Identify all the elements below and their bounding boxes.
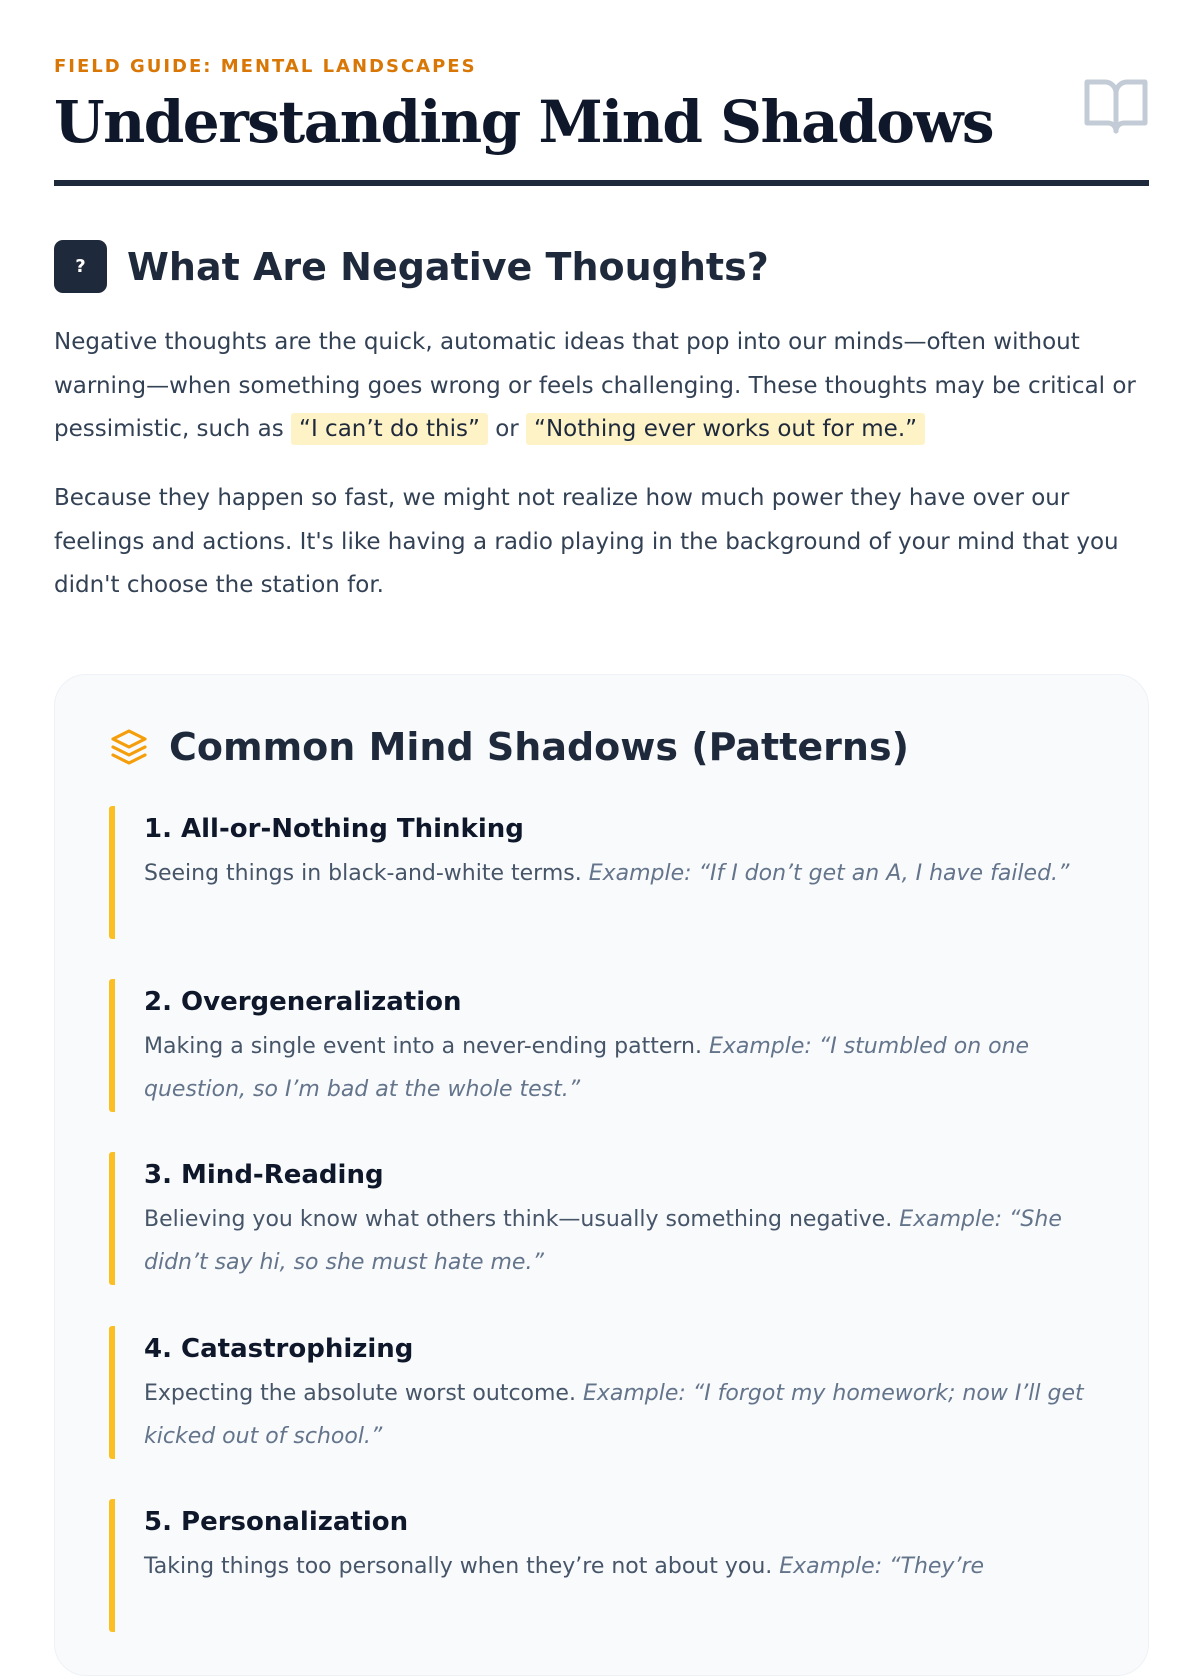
pattern-example: Example: “She didn’t say hi, so she must hate me.” bbox=[144, 1207, 1062, 1275]
pattern-description-text: Taking things too personally when they’re not about you. bbox=[144, 1554, 780, 1579]
pattern-description bbox=[144, 1025, 1099, 1111]
intro-heading: What Are Negative Thoughts? bbox=[127, 244, 769, 289]
patterns-heading: Common Mind Shadows (Patterns) bbox=[169, 725, 909, 769]
pattern-example: Example: “I forgot my homework; now I’ll get kicked out of school.” bbox=[144, 1381, 1084, 1449]
highlighted-quote: “I can’t do this” bbox=[291, 413, 488, 445]
header-divider bbox=[54, 180, 1149, 186]
pattern-item bbox=[109, 979, 1099, 1112]
eyebrow-label: FIELD GUIDE: MENTAL LANDSCAPES bbox=[54, 56, 477, 77]
patterns-card bbox=[54, 674, 1149, 1676]
pattern-example: Example: “They’re bbox=[779, 1554, 985, 1579]
intro-paragraph-2: Because they happen so fast, we might not realize how much power they have over our feelings and actions. It's like having a radio playing in the background of your mind that you didn't choose the station for. bbox=[54, 485, 1119, 598]
pattern-item bbox=[109, 806, 1099, 939]
pattern-description bbox=[144, 852, 1099, 895]
pattern-description-text: Believing you know what others think—usually something negative. bbox=[144, 1207, 900, 1232]
intro-paragraph-1 bbox=[54, 321, 1154, 452]
pattern-name: 3. Mind-Reading bbox=[144, 1160, 384, 1190]
pattern-item bbox=[109, 1326, 1099, 1459]
pattern-item bbox=[109, 1152, 1099, 1285]
connector-text: or bbox=[487, 416, 527, 442]
highlighted-quote: “Nothing ever works out for me.” bbox=[526, 413, 925, 445]
pattern-item bbox=[109, 1499, 1099, 1632]
pattern-name: 2. Overgeneralization bbox=[144, 987, 462, 1017]
question-badge: ? bbox=[54, 240, 107, 293]
pattern-description-text: Making a single event into a never-ending pattern. bbox=[144, 1034, 709, 1059]
pattern-example: Example: “If I don’t get an A, I have failed.” bbox=[588, 861, 1070, 886]
pattern-name: 5. Personalization bbox=[144, 1507, 409, 1537]
book-open-icon bbox=[1083, 76, 1149, 136]
patterns-header bbox=[109, 725, 909, 769]
page-title: Understanding Mind Shadows bbox=[54, 88, 994, 156]
pattern-description bbox=[144, 1372, 1099, 1458]
pattern-name: 4. Catastrophizing bbox=[144, 1334, 414, 1364]
pattern-description-text: Seeing things in black-and-white terms. bbox=[144, 861, 589, 886]
pattern-description bbox=[144, 1198, 1099, 1284]
pattern-description-text: Expecting the absolute worst outcome. bbox=[144, 1381, 583, 1406]
pattern-example: Example: “I stumbled on one question, so I’m bad at the whole test.” bbox=[144, 1034, 1030, 1102]
layers-icon bbox=[109, 727, 149, 767]
intro-section-header bbox=[54, 240, 769, 293]
pattern-name: 1. All-or-Nothing Thinking bbox=[144, 814, 524, 844]
pattern-description bbox=[144, 1545, 1099, 1588]
intro-paragraph-1-text: Negative thoughts are the quick, automatic ideas that pop into our minds—often without warning—when something goes wrong or feels challenging. These thoughts may be critical or pessimistic, such as bbox=[54, 329, 1136, 442]
